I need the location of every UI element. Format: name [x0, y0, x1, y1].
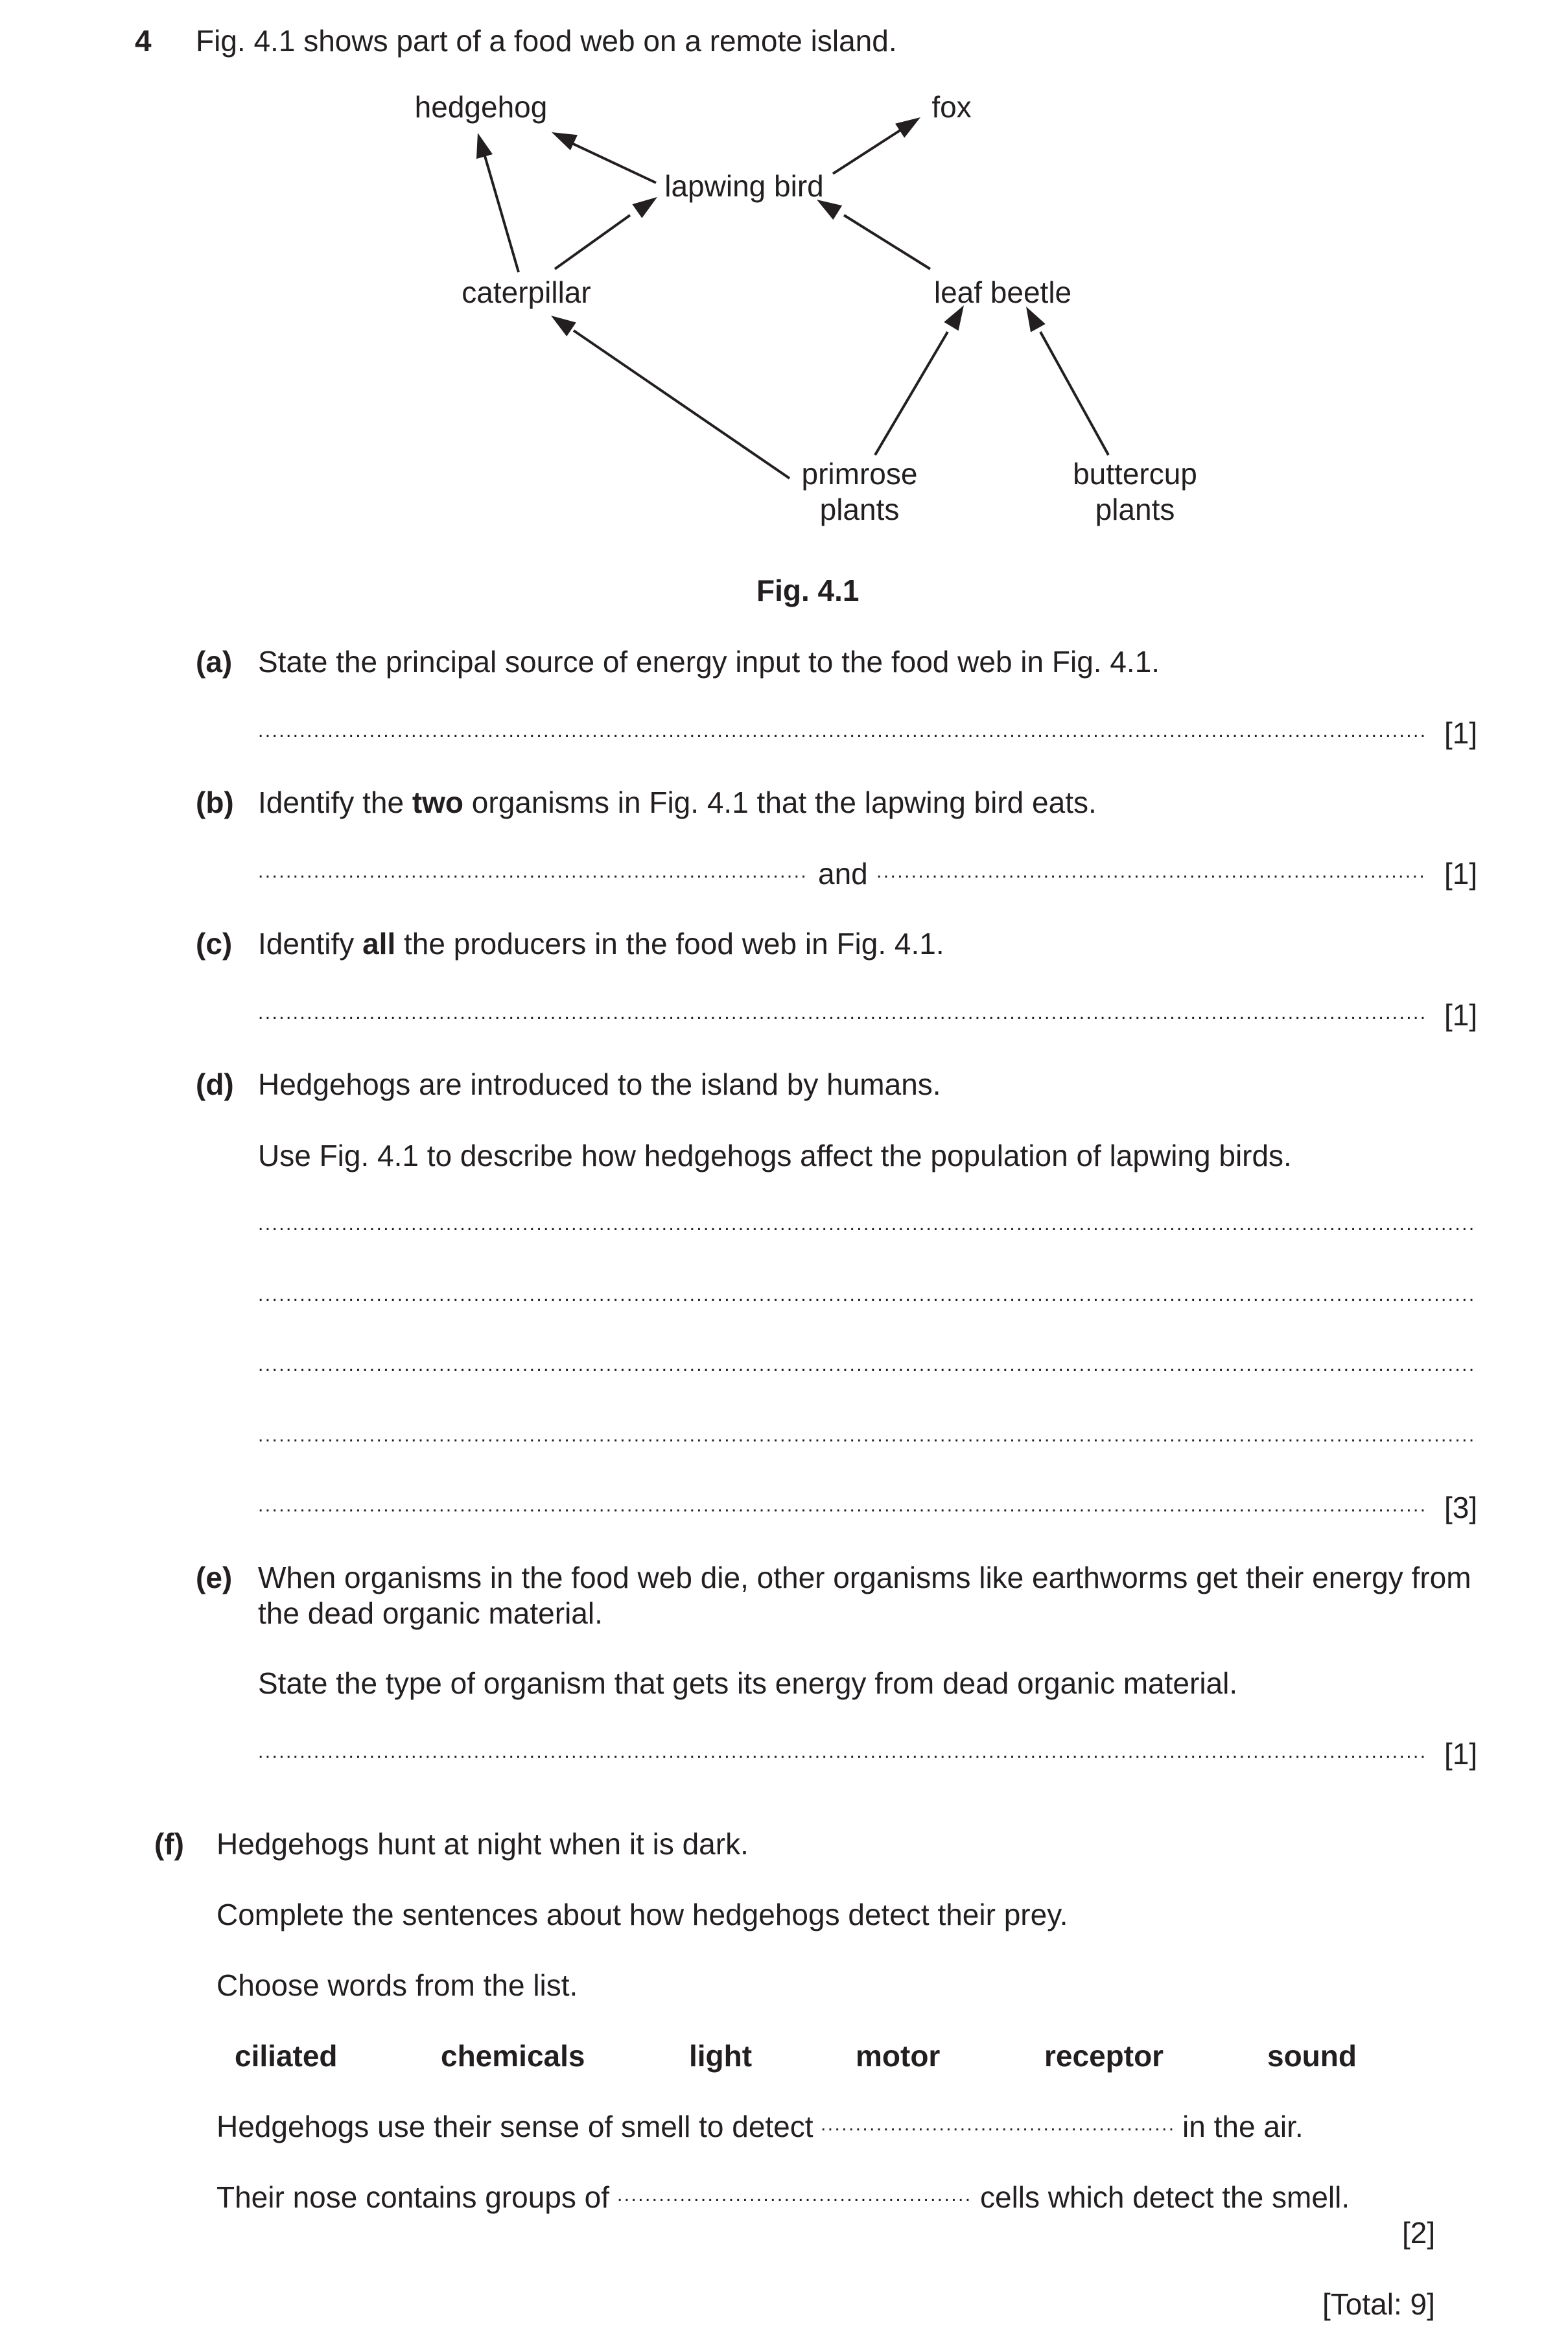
part-e-question: State the type of organism that gets its energy from dead organic material.: [258, 1666, 1238, 1700]
part-f-text3: Choose words from the list.: [216, 1968, 578, 2002]
arrowhead: [632, 190, 662, 218]
part-c-question: Identify all the producers in the food web in Fig. 4.1.: [258, 927, 944, 961]
part-d-label: (d): [196, 1067, 234, 1101]
answer-line-b-first[interactable]: [258, 857, 809, 887]
arrow-primrose-to-beetle: [875, 332, 948, 455]
mark-a: [1]: [1444, 716, 1478, 750]
arrow-lapwing-to-hedgehog: [570, 143, 656, 183]
blank-sentence-2[interactable]: [617, 2180, 974, 2210]
node-primrose-plants-line2: plants: [819, 493, 900, 526]
blank-sentence-1[interactable]: [821, 2110, 1177, 2139]
node-leaf-beetle: leaf beetle: [933, 275, 1072, 309]
arrow-beetle-to-lapwing: [844, 215, 930, 269]
node-caterpillar: caterpillar: [462, 275, 591, 309]
mark-e: [1]: [1444, 1737, 1478, 1771]
word-option-motor: motor: [856, 2039, 941, 2073]
part-f-label: (f): [154, 1827, 184, 1861]
answer-line-d-2[interactable]: [258, 1280, 1475, 1310]
mark-c: [1]: [1444, 998, 1478, 1032]
part-b-and: and: [818, 857, 868, 891]
total-marks: [Total: 9]: [1322, 2287, 1435, 2321]
food-web-diagram: [0, 0, 1568, 583]
question-number: 4: [135, 24, 152, 58]
word-option-receptor: receptor: [1044, 2039, 1164, 2073]
part-b-question: Identify the two organisms in Fig. 4.1 that the lapwing bird eats.: [258, 786, 1097, 819]
part-e-text1-line1: When organisms in the food web die, other organisms like earthworms get their energy from: [258, 1561, 1471, 1594]
part-a-question: State the principal source of energy input to the food web in Fig. 4.1.: [258, 645, 1160, 679]
part-e-text1-line2: the dead organic material.: [258, 1596, 603, 1630]
sentence-1-end: in the air.: [1182, 2110, 1304, 2143]
part-c-label: (c): [196, 927, 233, 961]
node-hedgehog: hedgehog: [414, 90, 548, 124]
part-e-label: (e): [196, 1561, 233, 1594]
answer-line-e[interactable]: [258, 1737, 1425, 1767]
arrow-lapwing-to-fox: [833, 128, 904, 174]
node-primrose-plants-line1: primrose: [801, 457, 918, 491]
node-lapwing-bird: lapwing bird: [664, 169, 824, 203]
word-option-sound: sound: [1267, 2039, 1357, 2073]
answer-line-a[interactable]: [258, 716, 1425, 746]
arrow-primrose-to-caterpillar: [574, 331, 790, 478]
node-fox: fox: [931, 90, 972, 124]
answer-line-b-second[interactable]: [876, 857, 1425, 887]
arrow-caterpillar-to-hedgehog: [481, 143, 519, 272]
answer-line-d-5[interactable]: [258, 1491, 1425, 1521]
part-d-question: Use Fig. 4.1 to describe how hedgehogs affect the population of lapwing birds.: [258, 1139, 1292, 1172]
part-d-text1: Hedgehogs are introduced to the island by humans.: [258, 1067, 941, 1101]
arrowhead: [895, 110, 925, 138]
mark-f: [2]: [1402, 2216, 1436, 2250]
part-a-label: (a): [196, 645, 233, 679]
arrow-caterpillar-to-lapwing: [555, 215, 630, 269]
part-f-text2: Complete the sentences about how hedgehogs detect their prey.: [216, 1898, 1068, 1931]
part-b-label: (b): [196, 786, 234, 819]
answer-line-d-4[interactable]: [258, 1421, 1475, 1451]
answer-line-d-3[interactable]: [258, 1350, 1475, 1380]
answer-line-d-1[interactable]: [258, 1209, 1475, 1239]
word-option-light: light: [689, 2039, 753, 2073]
question-intro: Fig. 4.1 shows part of a food web on a remote island.: [196, 24, 897, 58]
node-buttercup-plants-line1: buttercup: [1073, 457, 1197, 491]
sentence-1-start: Hedgehogs use their sense of smell to detect: [216, 2110, 813, 2143]
mark-d: [3]: [1444, 1491, 1478, 1524]
part-f-text1: Hedgehogs hunt at night when it is dark.: [216, 1827, 749, 1861]
arrowhead: [546, 309, 576, 336]
word-option-chemicals: chemicals: [441, 2039, 585, 2073]
mark-b: [1]: [1444, 857, 1478, 891]
arrowhead: [470, 130, 493, 159]
figure-caption: Fig. 4.1: [756, 574, 860, 607]
sentence-2-end: cells which detect the smell.: [980, 2180, 1350, 2214]
node-buttercup-plants-line2: plants: [1095, 493, 1175, 526]
answer-line-c[interactable]: [258, 998, 1425, 1028]
word-option-ciliated: ciliated: [235, 2039, 338, 2073]
sentence-2-start: Their nose contains groups of: [216, 2180, 610, 2214]
arrow-buttercup-to-beetle: [1040, 332, 1108, 455]
arrowhead: [548, 124, 578, 150]
